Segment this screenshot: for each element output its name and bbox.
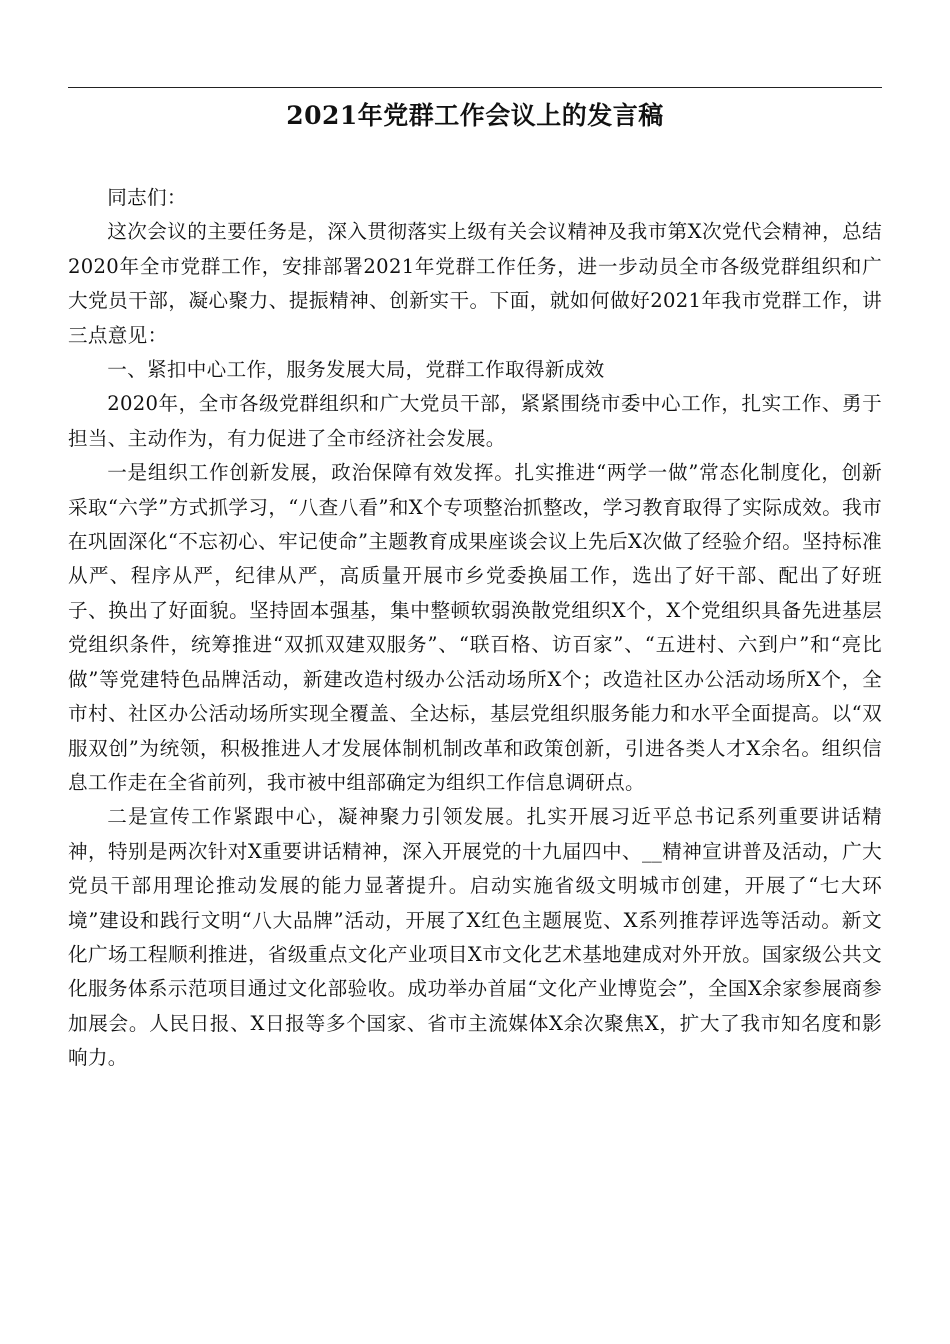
salutation: 同志们：	[107, 186, 187, 209]
document-body	[68, 181, 882, 1076]
summary-paragraph: 2020年，全市各级党群组织和广大党员干部，紧紧围绕市委中心工作，扎实工作、勇于担当、主动作为，有力促进了全市经济社会发展。	[68, 392, 882, 450]
organization-work-paragraph: 一是组织工作创新发展，政治保障有效发挥。扎实推进“两学一做”常态化制度化，创新采取“六学”方式抓学习，“八查八看”和X个专项整治抓整改，学习教育取得了实际成效。我市在巩固深化“不忘初心、牢记使命”主题教育成果座谈会议上先后X次做了经验介绍。坚持标准从严、程序从严，纪律从严，高质量开展市乡党委换届工作，选出了好干部、配出了好班子、换出了好面貌。坚持固本强基，集中整顿软弱涣散党组织X个，X个党组织具备先进基层党组织条件，统筹推进“双抓双建双服务”、“联百格、访百家”、“五进村、六到户”和“亮比做”等党建特色品牌活动，新建改造村级办公活动场所X个；改造社区办公活动场所X个，全市村、社区办公活动场所实现全覆盖、全达标，基层党组织服务能力和水平全面提高。以“双服双创”为统领，积极推进人才发展体制机制改革和政策创新，引进各类人才X余名。组织信息工作走在全省前列，我市被中组部确定为组织工作信息调研点。	[68, 461, 882, 794]
section-heading-1: 一、紧扣中心工作，服务发展大局，党群工作取得新成效	[107, 358, 605, 382]
document-title: 2021年党群工作会议上的发言稿	[286, 101, 664, 130]
intro-paragraph: 这次会议的主要任务是，深入贯彻落实上级有关会议精神及我市第X次党代会精神，总结2020年全市党群工作，安排部署2021年党群工作任务，进一步动员全市各级党群组织和广大党员干部，凝心聚力、提振精神、创新实干。下面，就如何做好2021年我市党群工作，讲三点意见：	[68, 220, 882, 347]
publicity-work-paragraph: 二是宣传工作紧跟中心，凝神聚力引领发展。扎实开展习近平总书记系列重要讲话精神，特别是两次针对X重要讲话精神，深入开展党的十九届四中、__精神宣讲普及活动，广大党员干部用理论推动发展的能力显著提升。启动实施省级文明城市创建，开展了“七大环境”建设和践行文明“八大品牌”活动，开展了X红色主题展览、X系列推荐评选等活动。新文化广场工程顺利推进，省级重点文化产业项目X市文化艺术基地建成对外开放。国家级公共文化服务体系示范项目通过文化部验收。成功举办首届“文化产业博览会”，全国X余家参展商参加展会。人民日报、X日报等多个国家、省市主流媒体X余次聚焦X，扩大了我市知名度和影响力。	[68, 805, 882, 1070]
header-rule	[68, 87, 882, 88]
